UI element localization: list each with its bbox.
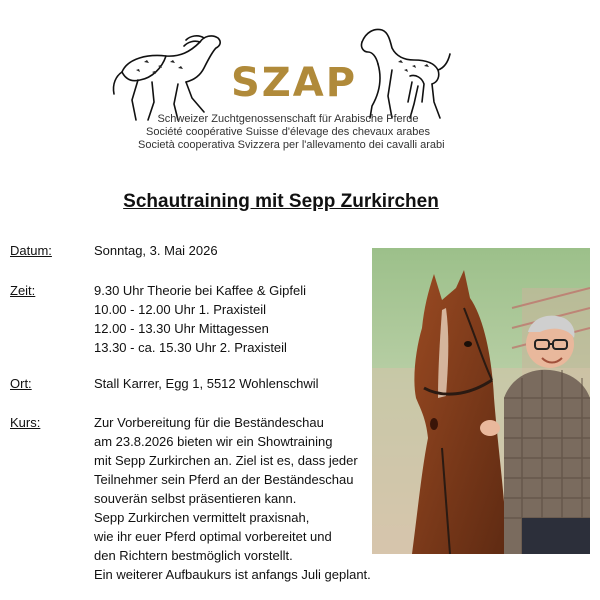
zeit-line: 12.00 - 13.30 Uhr Mittagessen bbox=[94, 321, 269, 336]
datum-value bbox=[94, 241, 218, 260]
logo-wordmark: SZAP bbox=[230, 60, 358, 106]
zeit-label: Zeit: bbox=[10, 283, 36, 298]
page-title: Schautraining mit Sepp Zurkirchen bbox=[123, 191, 439, 212]
horse-and-trainer-photo bbox=[372, 248, 590, 554]
zeit-line: 10.00 - 12.00 Uhr 1. Praxisteil bbox=[94, 302, 266, 317]
kurs-line: den Richtern bestmöglich vorstellt. bbox=[94, 548, 293, 563]
datum-line: Sonntag, 3. Mai 2026 bbox=[94, 243, 218, 258]
ort-line: Stall Karrer, Egg 1, 5512 Wohlenschwil bbox=[94, 376, 319, 391]
kurs-line: wie ihr euer Pferd optimal vorbereitet und bbox=[94, 529, 332, 544]
kurs-label: Kurs: bbox=[10, 415, 41, 430]
zeit-line: 13.30 - ca. 15.30 Uhr 2. Praxisteil bbox=[94, 340, 287, 355]
datum-label: Datum: bbox=[10, 243, 52, 258]
zeit-line: 9.30 Uhr Theorie bei Kaffee & Gipfeli bbox=[94, 283, 306, 298]
kurs-line: Sepp Zurkirchen vermittelt praxisnah, bbox=[94, 510, 310, 525]
kurs-line: Zur Vorbereitung für die Beständeschau bbox=[94, 415, 324, 430]
org-logo bbox=[100, 20, 460, 155]
ort-label: Ort: bbox=[10, 376, 32, 391]
org-name-it: Società cooperativa Svizzera per l'allevamento dei cavalli arabi bbox=[138, 139, 445, 151]
org-name-fr: Société coopérative Suisse d'élevage des chevaux arabes bbox=[145, 126, 430, 138]
org-name-de: Schweizer Zuchtgenossenschaft für Arabische Pferde bbox=[157, 113, 419, 125]
kurs-line: Ein weiterer Aufbaukurs ist anfangs Juli geplant. bbox=[94, 567, 371, 582]
kurs-value bbox=[94, 413, 371, 584]
kurs-line: mit Sepp Zurkirchen an. Ziel ist es, dass jeder bbox=[94, 453, 358, 468]
photo-illustration bbox=[372, 248, 590, 554]
ort-value bbox=[94, 374, 319, 393]
kurs-line: souverän selbst präsentieren kann. bbox=[94, 491, 297, 506]
horse-logo-right bbox=[352, 22, 454, 122]
kurs-line: am 23.8.2026 bieten wir ein Showtraining bbox=[94, 434, 333, 449]
kurs-line: Teilnehmer sein Pferd an der Beständeschau bbox=[94, 472, 354, 487]
zeit-value bbox=[94, 281, 306, 357]
horse-logo-left bbox=[108, 28, 230, 124]
org-name-lines bbox=[138, 113, 445, 152]
